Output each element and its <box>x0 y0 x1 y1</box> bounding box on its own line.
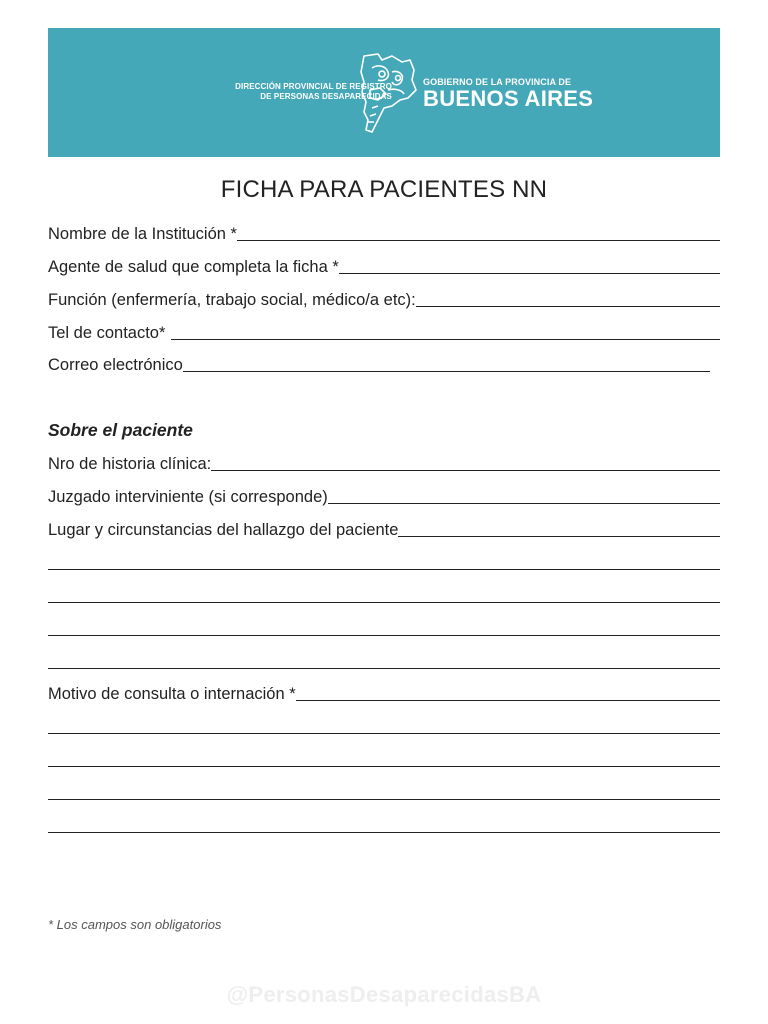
blank-line <box>48 650 720 672</box>
fill-in-blank[interactable] <box>48 634 720 636</box>
fill-in-blank[interactable] <box>398 535 720 537</box>
fill-in-blank[interactable] <box>237 239 720 241</box>
field-label: Función (enfermería, trabajo social, médico/a etc): <box>48 291 416 309</box>
field-label: Nombre de la Institución * <box>48 225 237 243</box>
header-banner <box>48 28 720 157</box>
fill-in-blank[interactable] <box>171 338 720 340</box>
fill-in-blank[interactable] <box>416 305 720 307</box>
field-label: Correo electrónico <box>48 356 183 374</box>
fill-in-blank[interactable] <box>48 667 720 669</box>
watermark: @PersonasDesaparecidasBA <box>226 982 542 1007</box>
fill-in-blank[interactable] <box>211 469 720 471</box>
blank-line <box>48 781 720 803</box>
province-name: BUENOS AIRES <box>423 86 594 111</box>
fill-in-blank[interactable] <box>48 601 720 603</box>
department-line-1: DIRECCIÓN PROVINCIAL DE REGISTRO <box>235 82 392 91</box>
blank-line <box>48 617 720 639</box>
fill-in-blank[interactable] <box>183 370 710 372</box>
field-label: Nro de historia clínica: <box>48 455 212 473</box>
fill-in-blank[interactable] <box>48 798 720 800</box>
field-institucion <box>48 222 720 244</box>
government-logo-text <box>423 77 593 111</box>
field-lugar-hallazgo <box>48 518 720 540</box>
blank-line <box>48 748 720 770</box>
field-funcion <box>48 288 720 310</box>
fill-in-blank[interactable] <box>328 502 720 504</box>
fill-in-blank[interactable] <box>48 568 720 570</box>
fill-in-blank[interactable] <box>339 272 720 274</box>
blank-line <box>48 551 720 573</box>
fill-in-blank[interactable] <box>48 831 720 833</box>
field-label: Motivo de consulta o internación * <box>48 685 296 703</box>
field-motivo <box>48 682 720 704</box>
field-correo <box>48 353 720 375</box>
field-label: Juzgado interviniente (si corresponde) <box>48 488 328 506</box>
field-label: Agente de salud que completa la ficha * <box>48 258 339 276</box>
page-title: FICHA PARA PACIENTES NN <box>220 176 548 203</box>
field-historia-clinica <box>48 452 720 474</box>
field-label: Tel de contacto* <box>48 324 166 342</box>
field-agente <box>48 255 720 277</box>
required-fields-note: * Los campos son obligatorios <box>48 917 222 932</box>
fill-in-blank[interactable] <box>296 699 720 701</box>
blank-line <box>48 715 720 737</box>
field-tel <box>48 321 720 343</box>
section-title: Sobre el paciente <box>48 420 193 440</box>
blank-line <box>48 814 720 836</box>
fill-in-blank[interactable] <box>48 732 720 734</box>
department-line-2: DE PERSONAS DESAPARECIDAS <box>260 92 392 101</box>
fill-in-blank[interactable] <box>48 765 720 767</box>
province-map-icon <box>358 50 418 136</box>
field-label: Lugar y circunstancias del hallazgo del paciente <box>48 521 399 539</box>
field-juzgado <box>48 485 720 507</box>
blank-line <box>48 584 720 606</box>
government-subtitle: GOBIERNO DE LA PROVINCIA DE <box>423 77 572 87</box>
